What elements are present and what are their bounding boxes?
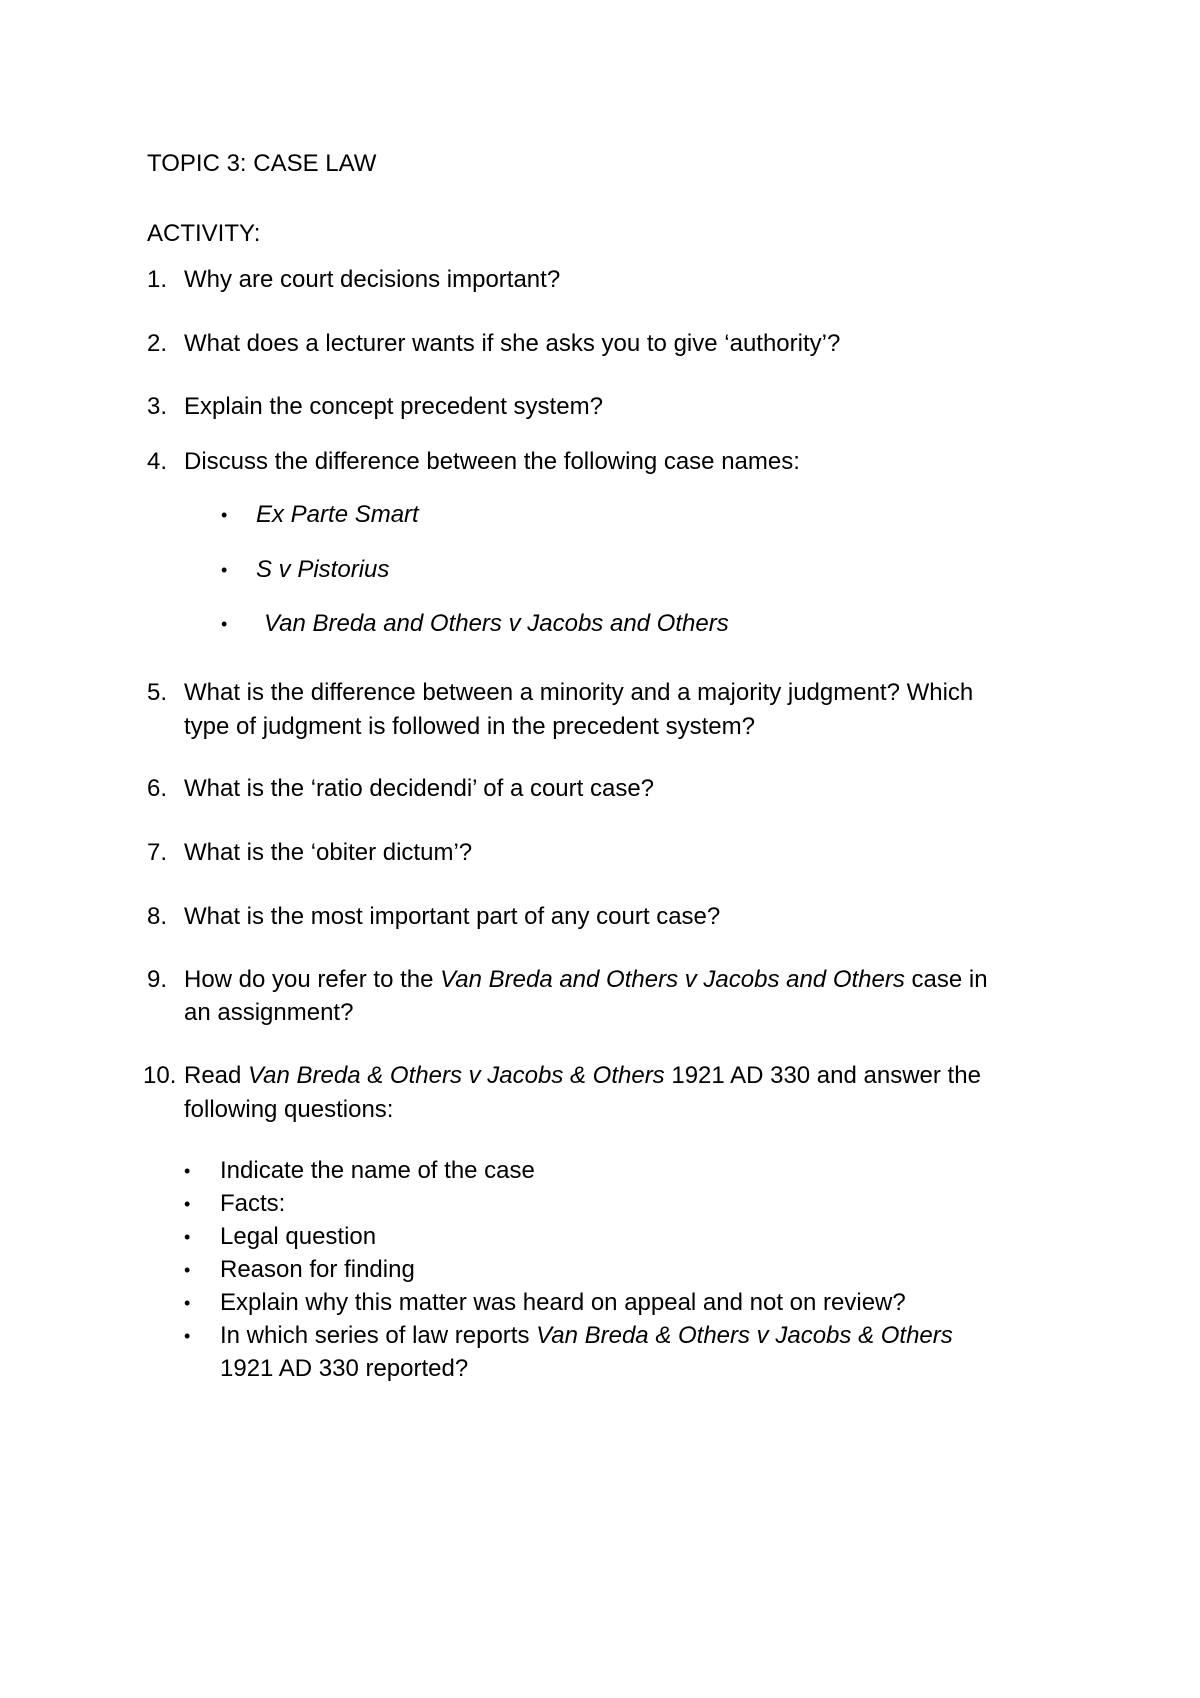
bullet-icon: • xyxy=(184,1293,191,1313)
case-citation: Van Breda & Others v Jacobs & Others xyxy=(248,1062,665,1089)
question-text: What is the most important part of any court case? xyxy=(184,903,721,930)
bullet-icon: • xyxy=(184,1194,191,1214)
question-number: 6. xyxy=(147,775,168,802)
sub-question-item: Reason for finding xyxy=(220,1256,415,1283)
sub-question-item xyxy=(220,1319,953,1353)
question-text-segment: Read xyxy=(184,1062,249,1089)
case-name-item: Ex Parte Smart xyxy=(256,501,419,528)
case-citation: Van Breda & Others v Jacobs & Others xyxy=(536,1322,953,1349)
question-number: 10. xyxy=(143,1062,177,1089)
question-text-segment: In which series of law reports xyxy=(220,1322,537,1349)
sub-question-item-line-2: 1921 AD 330 reported? xyxy=(220,1355,469,1382)
question-text-line-2: following questions: xyxy=(184,1096,394,1123)
activity-heading: ACTIVITY: xyxy=(147,220,261,247)
question-text-line-2: type of judgment is followed in the precedent system? xyxy=(184,713,755,740)
question-text-line-2: an assignment? xyxy=(184,999,354,1026)
question-number: 4. xyxy=(147,448,168,475)
question-text: Discuss the difference between the following case names: xyxy=(184,448,800,475)
question-text: Explain the concept precedent system? xyxy=(184,393,603,420)
bullet-icon: • xyxy=(221,560,228,580)
question-number: 2. xyxy=(147,330,168,357)
question-text-line-1 xyxy=(184,1059,981,1093)
question-number: 7. xyxy=(147,839,168,866)
question-text: Why are court decisions important? xyxy=(184,266,561,293)
question-number: 9. xyxy=(147,966,168,993)
bullet-icon: • xyxy=(184,1326,191,1346)
question-number: 3. xyxy=(147,393,168,420)
bullet-icon: • xyxy=(184,1161,191,1181)
question-text-segment: 1921 AD 330 and answer the xyxy=(664,1062,981,1089)
case-name-item: S v Pistorius xyxy=(256,556,390,583)
question-text-line-1 xyxy=(184,963,988,997)
question-text-line-1: What is the difference between a minority and a majority judgment? Which xyxy=(184,679,974,706)
question-text-segment: case in xyxy=(904,966,988,993)
question-text: What is the ‘obiter dictum’? xyxy=(184,839,473,866)
sub-question-item: Facts: xyxy=(220,1190,286,1217)
question-number: 8. xyxy=(147,903,168,930)
bullet-icon: • xyxy=(221,505,228,525)
question-text: What does a lecturer wants if she asks you to give ‘authority’? xyxy=(184,330,841,357)
sub-question-item: Indicate the name of the case xyxy=(220,1157,535,1184)
bullet-icon: • xyxy=(184,1227,191,1247)
case-name-item: Van Breda and Others v Jacobs and Others xyxy=(264,610,729,637)
page-title: TOPIC 3: CASE LAW xyxy=(147,150,377,177)
sub-question-item: Explain why this matter was heard on appeal and not on review? xyxy=(220,1289,906,1316)
question-number: 5. xyxy=(147,679,168,706)
bullet-icon: • xyxy=(221,614,228,634)
sub-question-item: Legal question xyxy=(220,1223,377,1250)
question-number: 1. xyxy=(147,266,168,293)
case-citation: Van Breda and Others v Jacobs and Others xyxy=(440,966,905,993)
question-text: What is the ‘ratio decidendi’ of a court case? xyxy=(184,775,655,802)
question-text-segment: How do you refer to the xyxy=(184,966,441,993)
bullet-icon: • xyxy=(184,1260,191,1280)
